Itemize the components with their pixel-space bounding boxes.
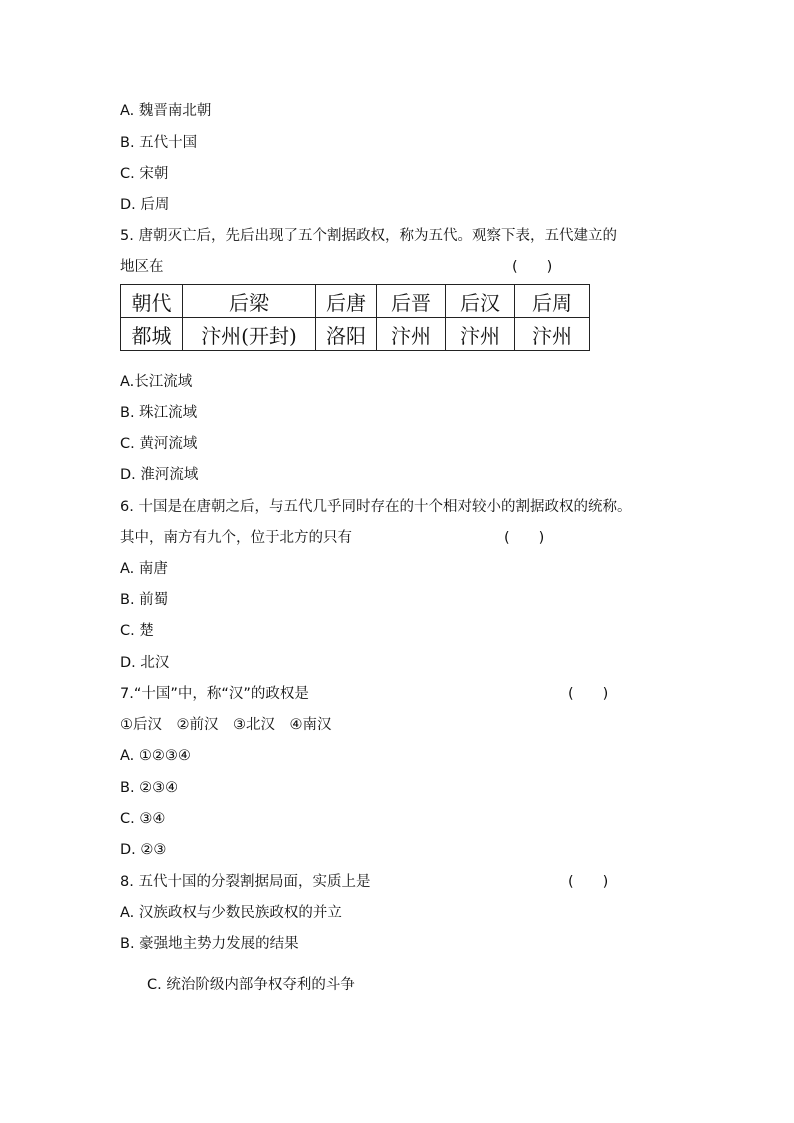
q8-stem: 8. 五代十国的分裂割据局面，实质上是: [120, 874, 371, 890]
q7-option-b: B. ②③④: [120, 780, 179, 796]
q5-stem-line1: 5. 唐朝灭亡后，先后出现了五个割据政权，称为五代。观察下表，五代建立的: [120, 228, 617, 244]
q4-option-d: D. 后周: [120, 197, 170, 213]
q5-option-a: A.长江流域: [120, 374, 193, 390]
q5-answer-paren: ( ): [512, 259, 553, 275]
table-cell: 汴州: [515, 318, 590, 351]
q7-option-d: D. ②③: [120, 842, 167, 858]
q6-answer-paren: ( ): [504, 530, 545, 546]
q8-option-a: A. 汉族政权与少数民族政权的并立: [120, 905, 342, 921]
q6-option-b: B. 前蜀: [120, 592, 169, 608]
table-cell: 后唐: [316, 285, 377, 318]
table-cell: 洛阳: [316, 318, 377, 351]
table-row: [121, 318, 590, 351]
table-cell: 后梁: [183, 285, 316, 318]
table-cell: 朝代: [121, 285, 183, 318]
q6-option-a: A. 南唐: [120, 561, 168, 577]
q7-option-c: C. ③④: [120, 811, 166, 827]
table-cell: 汴州: [377, 318, 446, 351]
table-row: [121, 285, 590, 318]
dynasty-capital-table: [120, 284, 590, 351]
q7-answer-paren: ( ): [568, 686, 609, 702]
q6-stem-line2: 其中，南方有九个，位于北方的只有: [120, 530, 352, 546]
q5-stem-line2: 地区在: [120, 259, 164, 275]
q5-option-c: C. 黄河流域: [120, 436, 198, 452]
q4-option-c: C. 宋朝: [120, 166, 169, 182]
table-cell: 后晋: [377, 285, 446, 318]
table-cell: 后周: [515, 285, 590, 318]
q4-option-a: A. 魏晋南北朝: [120, 103, 212, 119]
q5-option-b: B. 珠江流域: [120, 405, 198, 421]
table-cell: 汴州(开封): [183, 318, 316, 351]
q6-option-d: D. 北汉: [120, 655, 170, 671]
q7-items: ①后汉 ②前汉 ③北汉 ④南汉: [120, 717, 332, 733]
q6-option-c: C. 楚: [120, 623, 154, 639]
q8-answer-paren: ( ): [568, 874, 609, 890]
q8-option-b: B. 豪强地主势力发展的结果: [120, 936, 299, 952]
table-cell: 后汉: [446, 285, 515, 318]
q4-option-b: B. 五代十国: [120, 135, 198, 151]
table-cell: 都城: [121, 318, 183, 351]
table-cell: 汴州: [446, 318, 515, 351]
q7-option-a: A. ①②③④: [120, 748, 191, 764]
q8-option-c: C. 统治阶级内部争权夺利的斗争: [147, 977, 355, 993]
q7-stem: 7.“十国”中，称“汉”的政权是: [120, 686, 309, 702]
q6-stem-line1: 6. 十国是在唐朝之后，与五代几乎同时存在的十个相对较小的割据政权的统称。: [120, 499, 632, 515]
q5-option-d: D. 淮河流域: [120, 467, 199, 483]
